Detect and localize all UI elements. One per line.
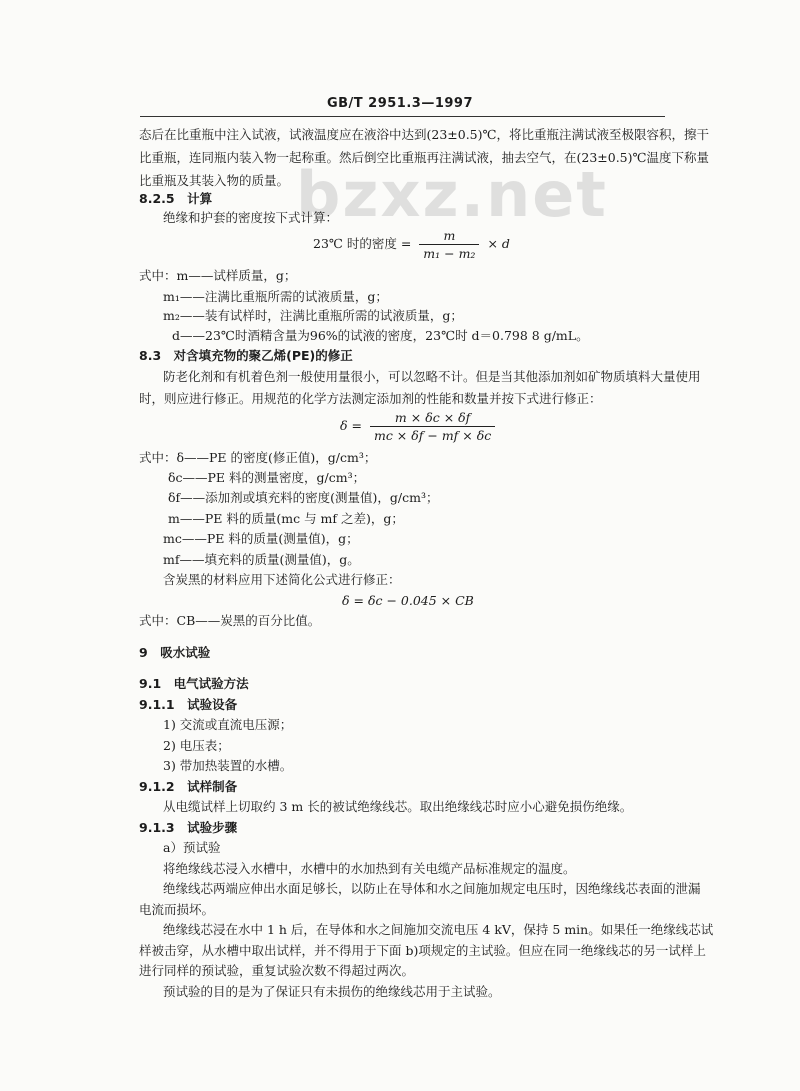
para-line: 比重瓶，连同瓶内装入物一起称重。然后倒空比重瓶再注满试液，抽去空气，在(23±0.5)℃温度下称量 <box>139 150 709 165</box>
watermark: bzxz.net <box>296 158 608 231</box>
formula-simplified: δ = δc − 0.045 × CB <box>342 593 474 608</box>
para-line: 进行同样的预试验，重复试验次数不得超过两次。 <box>139 963 415 978</box>
para-line: 绝缘线芯浸在水中 1 h 后，在导体和水之间施加交流电压 4 kV，保持 5 min。如果任一绝缘线芯试 <box>163 922 714 937</box>
formula-density <box>313 228 510 261</box>
section-8-2-5-heading: 8.2.5 计算 <box>139 191 213 206</box>
section-9-1-1-heading: 9.1.1 试验设备 <box>139 697 238 712</box>
list-item: 1) 交流或直流电压源； <box>163 717 293 732</box>
formula-rhs: × d <box>487 236 510 251</box>
para-line: 防老化剂和有机着色剂一般使用量很小，可以忽略不计。但是当其他添加剂如矿物质填料大量使用 <box>163 369 701 384</box>
formula-fraction <box>419 228 479 261</box>
list-item: a）预试验 <box>163 840 221 855</box>
formula-lhs: δ = <box>340 418 362 433</box>
where-line: m——PE 料的质量(mc 与 mf 之差)，g； <box>168 511 404 526</box>
section-9-1-heading: 9.1 电气试验方法 <box>139 676 249 691</box>
section-8-3-heading: 8.3 对含填充物的聚乙烯(PE)的修正 <box>139 348 353 363</box>
para-line: 电流而损坏。 <box>139 902 215 917</box>
where-line: m₂——装有试样时，注满比重瓶所需的试液质量，g； <box>163 308 463 323</box>
section-9-1-2-heading: 9.1.2 试样制备 <box>139 779 238 794</box>
para-line: 比重瓶及其装入物的质量。 <box>139 173 290 188</box>
section-9-1-3-heading: 9.1.3 试验步骤 <box>139 820 238 835</box>
where-line: m₁——注满比重瓶所需的试液质量，g； <box>163 289 388 304</box>
para-line: 绝缘和护套的密度按下式计算： <box>163 210 339 225</box>
list-item: 3) 带加热装置的水槽。 <box>163 758 293 773</box>
header-rule <box>140 116 665 117</box>
para-line: 含炭黑的材料应用下述简化公式进行修正： <box>163 572 401 587</box>
para-line: 时，则应进行修正。用规范的化学方法测定添加剂的性能和数量并按下式进行修正： <box>139 391 602 406</box>
para-line: 从电缆试样上切取约 3 m 长的被试绝缘线芯。取出绝缘线芯时应小心避免损伤绝缘。 <box>163 799 633 814</box>
where-line: 式中：CB——炭黑的百分比值。 <box>139 613 321 628</box>
para-line: 样被击穿，从水槽中取出试样，并不得用于下面 b)项规定的主试验。但应在同一绝缘线芯的另一试样上 <box>139 943 706 958</box>
where-line: 式中：δ——PE 的密度(修正值)，g/cm³； <box>139 450 377 465</box>
standard-code-header: GB/T 2951.3—1997 <box>326 96 474 111</box>
section-9-heading: 9 吸水试验 <box>139 645 211 660</box>
formula-correction <box>340 410 499 443</box>
formula-numerator: m <box>443 228 456 243</box>
formula-denominator: m₁ − m₂ <box>419 244 479 261</box>
para-line: 态后在比重瓶中注入试液，试液温度应在液浴中达到(23±0.5)℃，将比重瓶注满试液至极限容积，擦干 <box>139 127 709 142</box>
formula-fraction <box>370 410 495 443</box>
para-line: 将绝缘线芯浸入水槽中，水槽中的水加热到有关电缆产品标准规定的温度。 <box>163 861 576 876</box>
where-line: d——23℃时酒精含量为96%的试液的密度，23℃时 d＝0.798 8 g/mL。 <box>172 328 589 343</box>
para-line: 预试验的目的是为了保证只有未损伤的绝缘线芯用于主试验。 <box>163 984 501 999</box>
where-line: δf——添加剂或填充料的密度(测量值)，g/cm³； <box>168 490 439 505</box>
formula-numerator: m × δc × δf <box>394 410 471 425</box>
list-item: 2) 电压表； <box>163 738 230 753</box>
formula-lhs: 23℃ 时的密度 = <box>313 236 412 251</box>
where-line: mf——填充料的质量(测量值)，g。 <box>163 552 360 567</box>
where-line: mc——PE 料的质量(测量值)，g； <box>163 531 359 546</box>
where-line: 式中：m——试样质量，g； <box>139 268 297 283</box>
para-line: 绝缘线芯两端应伸出水面足够长，以防止在导体和水之间施加规定电压时，因绝缘线芯表面的泄漏 <box>163 881 701 896</box>
formula-denominator: mc × δf − mf × δc <box>370 426 495 443</box>
where-line: δc——PE 料的测量密度，g/cm³； <box>168 470 366 485</box>
